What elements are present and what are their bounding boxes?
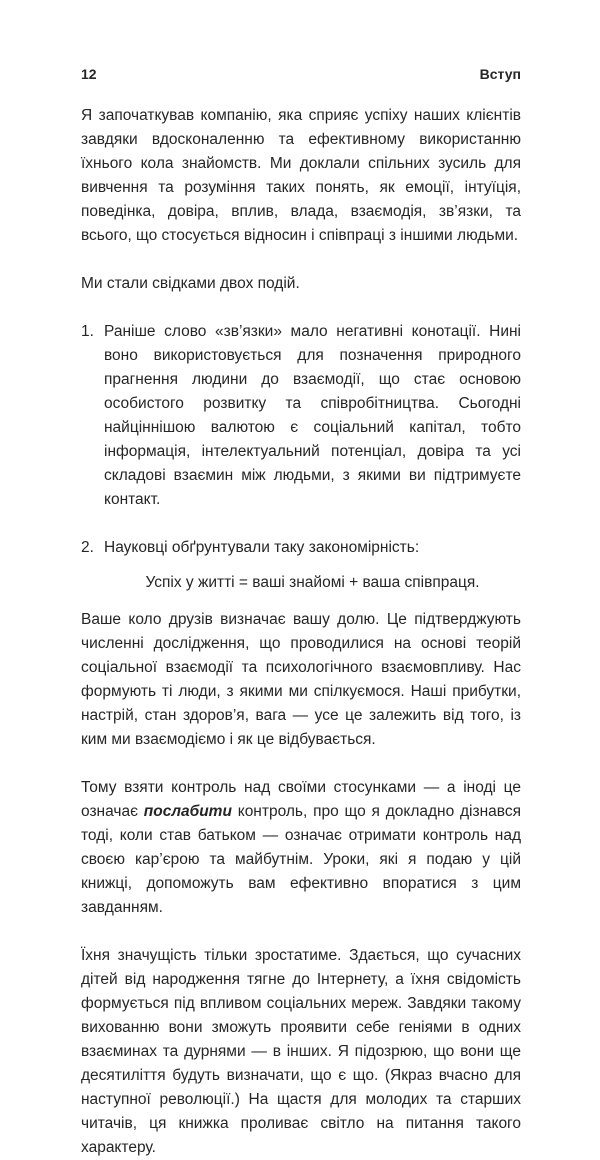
paragraph-two-events: Ми стали свідками двох подій. xyxy=(81,275,300,292)
emphasis-word: послабити xyxy=(143,803,232,820)
list-item-number: 2. xyxy=(81,539,94,556)
page-body xyxy=(81,104,521,1160)
list-item xyxy=(81,536,521,560)
paragraph-importance: Їхня значущість тільки зростатиме. Здається, що сучасних дітей від народження тягне до Інтернету, а їхня свідомість формується під впливом соціальних мереж. Завдяки такому вихованню вони зможуть проявити себе геніями в одних взаєминах та дурнями — в інших. Я підозрюю, що вони ще десятиліття будуть визначати, що є що. (Якраз вчасно для наступної революції.) На щастя для молодих та старших читачів, ця книжка проливає світло на питання такого характеру. xyxy=(81,947,521,1156)
control-text-before: Тому взяти контроль над своїми стосунками — а іноді це означає xyxy=(81,779,521,820)
list-item-number: 1. xyxy=(81,323,94,340)
section-title: Вступ xyxy=(479,66,521,82)
paragraph-intro: Я започаткував компанію, яка сприяє успіху наших клієнтів завдяки вдосконаленню та ефективному використанню їхнього кола знайомств. Ми доклали спільних зусиль для вивчення та розуміння таких понять, як емоції, інтуїція, поведінка, довіра, вплив, влада, взаємодія, зв’язки, та всього, що стосується відносин і співпраці з іншими людьми. xyxy=(81,107,521,244)
control-text-after: контроль, про що я докладно дізнався тоді, коли став батьком — означає отримати контроль над своєю кар’єрою та майбутнім. Уроки, які я подаю у цій книжці, допоможуть вам ефективно впоратися з цим завданням. xyxy=(81,803,521,916)
list-item-text: Раніше слово «зв’язки» мало негативні конотації. Нині воно використовується для позначення природного прагнення людини до взаємодії, що стає основою особистого розвитку та співробітництва. Сьогодні найціннішою валютою є соціальний капітал, тобто інформація, інтелектуальний потенціал, довіра та усі складові взаємин між людьми, з якими ви підтримуєте контакт. xyxy=(104,323,521,508)
list-item-text: Науковці обґрунтували таку закономірність: xyxy=(104,539,420,556)
page-number: 12 xyxy=(81,66,97,82)
paragraph-control xyxy=(81,776,521,920)
list-item xyxy=(81,320,521,512)
formula-line: Успіх у житті = ваші знайомі + ваша співпраця. xyxy=(145,574,480,591)
paragraph-friends: Ваше коло друзів визначає вашу долю. Це підтверджують численні дослідження, що проводилися на основі теорій соціальної взаємодії та психологічного взаємовпливу. Нас формують ті люди, з якими ми спілкуємося. Наші прибутки, настрій, стан здоров’я, вага — усе це залежить від того, із ким ми взаємодіємо і як це відбувається. xyxy=(81,611,521,748)
